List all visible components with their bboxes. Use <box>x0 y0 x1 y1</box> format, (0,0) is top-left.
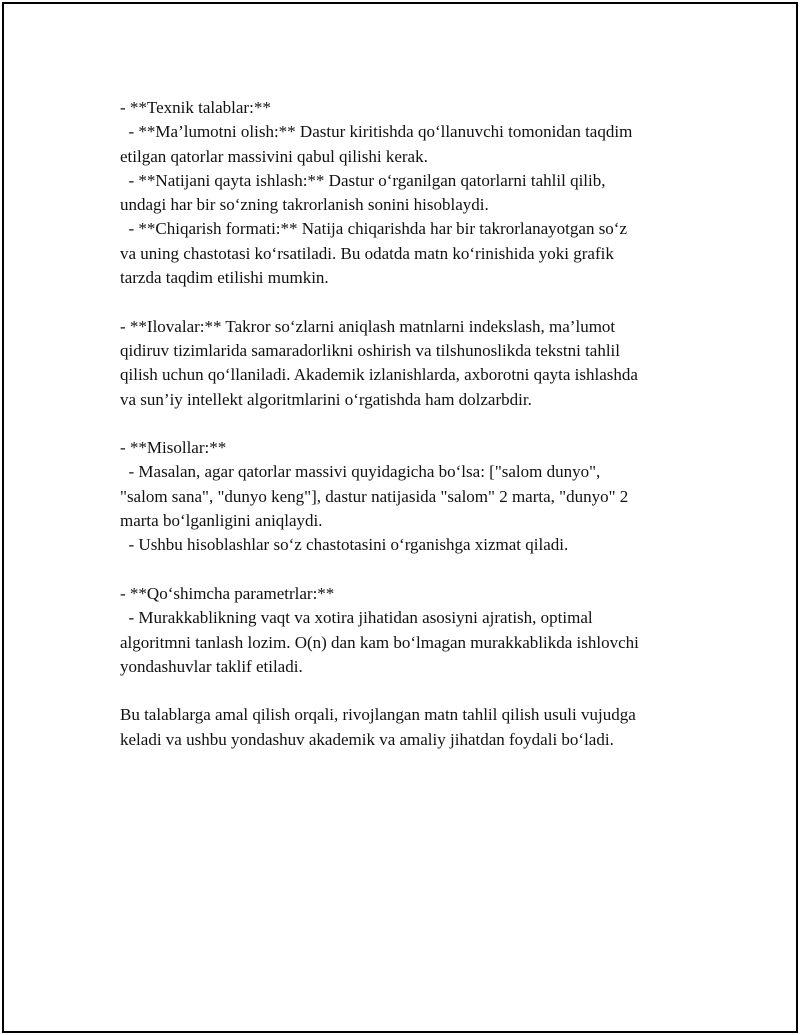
examples-line: - Ushbu hisoblashlar so‘z chastotasini o‘rganishga xizmat qiladi. <box>120 535 569 555</box>
applications-line: qilish uchun qo‘llaniladi. Akademik izlanishlarda, axborotni qayta ishlashda <box>120 365 638 385</box>
examples-line: marta bo‘lganligini aniqlaydi. <box>120 511 323 531</box>
technical-line: va uning chastotasi ko‘rsatiladi. Bu odatda matn ko‘rinishida yoki grafik <box>120 243 614 263</box>
examples-line: "salom sana", "dunyo keng"], dastur natijasida "salom" 2 marta, "dunyo" 2 <box>120 486 629 506</box>
technical-line: tarzda taqdim etilishi mumkin. <box>120 268 329 288</box>
examples-line: - Masalan, agar qatorlar massivi quyidagicha bo‘lsa: ["salom dunyo", <box>120 462 601 482</box>
paragraph-gap <box>120 558 690 582</box>
conclusion-line: Bu talablarga amal qilish orqali, rivojlangan matn tahlil qilish usuli vujudga <box>120 705 636 725</box>
technical-line: - **Natijani qayta ishlash:** Dastur o‘rganilgan qatorlarni tahlil qilib, <box>120 170 606 190</box>
document-page <box>2 2 798 1033</box>
paragraph-gap <box>120 412 690 436</box>
applications-line: - **Ilovalar:** Takror so‘zlarni aniqlash matnlarni indekslash, ma’lumot <box>120 316 616 336</box>
extra-line: yondashuvlar taklif etiladi. <box>120 656 303 676</box>
paragraph-gap <box>120 679 690 703</box>
technical-line: etilgan qatorlar massivini qabul qilishi kerak. <box>120 146 428 166</box>
applications-line: qidiruv tizimlarida samaradorlikni oshirish va tilshunoslikda tekstni tahlil <box>120 340 621 360</box>
extra-line: - Murakkablikning vaqt va xotira jihatidan asosiyni ajratish, optimal <box>120 608 593 628</box>
conclusion-line: keladi va ushbu yondashuv akademik va amaliy jihatdan foydali bo‘ladi. <box>120 729 614 749</box>
paragraph-gap <box>120 290 690 314</box>
technical-line: - **Ma’lumotni olish:** Dastur kiritishda qo‘llanuvchi tomonidan taqdim <box>120 122 633 142</box>
document-body <box>120 96 690 752</box>
extra-line: algoritmni tanlash lozim. O(n) dan kam bo‘lmagan murakkablikda ishlovchi <box>120 632 639 652</box>
technical-line: - **Chiqarish formati:** Natija chiqarishda har bir takrorlanayotgan so‘z <box>120 219 628 239</box>
technical-line: undagi har bir so‘zning takrorlanish sonini hisoblaydi. <box>120 195 489 215</box>
examples-heading: - **Misollar:** <box>120 438 227 458</box>
technical-heading: - **Texnik talablar:** <box>120 98 271 117</box>
applications-line: va sun’iy intellekt algoritmlarini o‘rgatishda ham dolzarbdir. <box>120 389 532 409</box>
extra-heading: - **Qo‘shimcha parametrlar:** <box>120 583 335 603</box>
